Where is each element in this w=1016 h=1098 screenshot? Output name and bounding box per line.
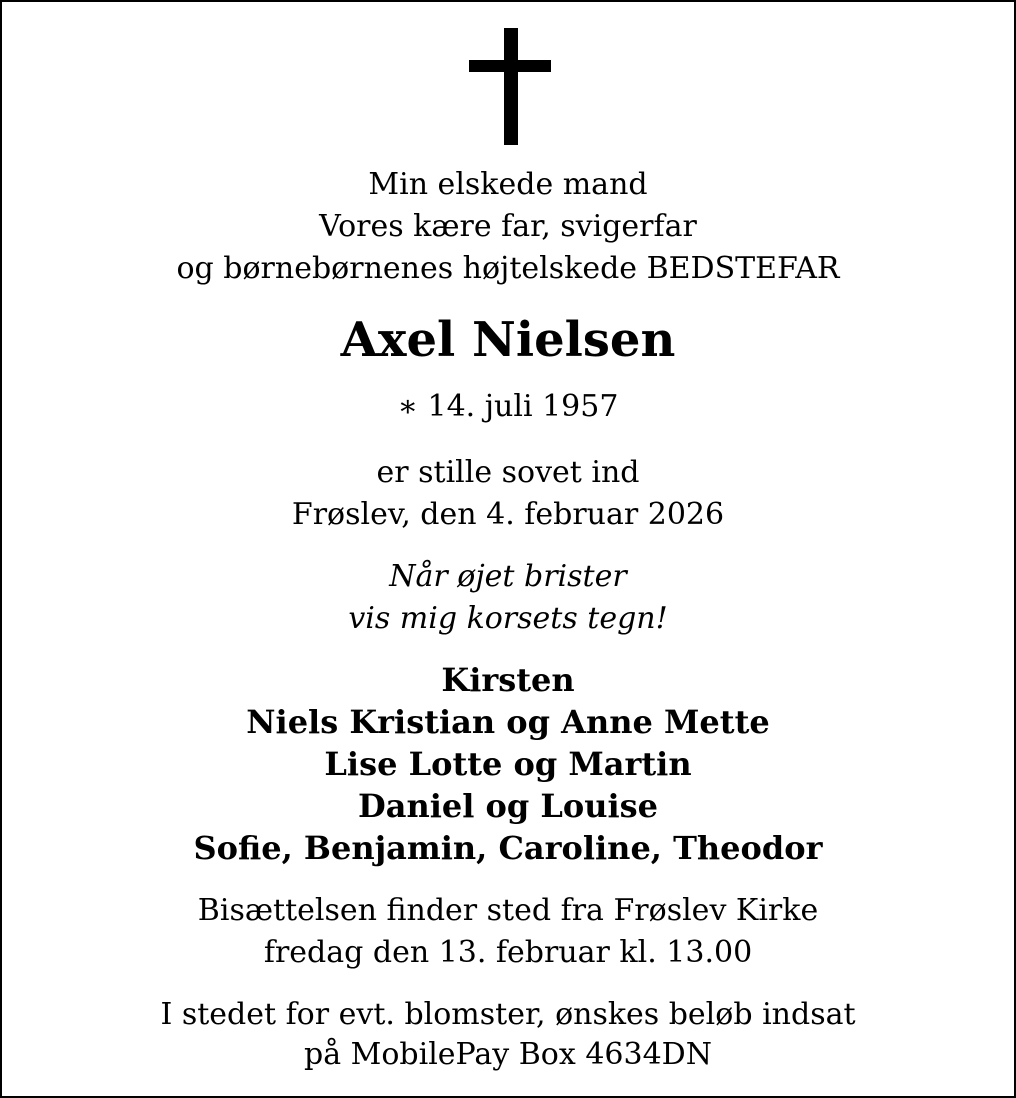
donation-line-2: på MobilePay Box 4634DN (304, 1037, 712, 1072)
death-line-2: Frøslev, den 4. februar 2026 (291, 497, 725, 532)
intro-line-3: og børnebørnenes højtelskede BEDSTEFAR (176, 251, 840, 286)
death-line-1: er stille sovet ind (376, 455, 640, 490)
family-name-2: Niels Kristian og Anne Mette (246, 703, 770, 741)
family-name-3: Lise Lotte og Martin (324, 745, 692, 783)
donation-line-1: I stedet for evt. blomster, ønskes beløb indsat (160, 997, 856, 1032)
family-name-5: Sofie, Benjamin, Caroline, Theodor (193, 829, 823, 867)
birth-date: ∗ 14. juli 1957 (397, 389, 619, 424)
deceased-name: Axel Nielsen (340, 312, 676, 368)
verse-line-2: vis mig korsets tegn! (348, 601, 668, 636)
intro-line-1: Min elskede mand (368, 167, 648, 202)
funeral-line-1: Bisættelsen finder sted fra Frøslev Kirke (197, 893, 819, 928)
verse-line-1: Når øjet brister (389, 559, 627, 594)
funeral-line-2: fredag den 13. februar kl. 13.00 (263, 935, 753, 970)
family-name-4: Daniel og Louise (357, 787, 659, 825)
intro-line-2: Vores kære far, svigerfar (319, 209, 697, 244)
family-name-1: Kirsten (441, 661, 575, 699)
